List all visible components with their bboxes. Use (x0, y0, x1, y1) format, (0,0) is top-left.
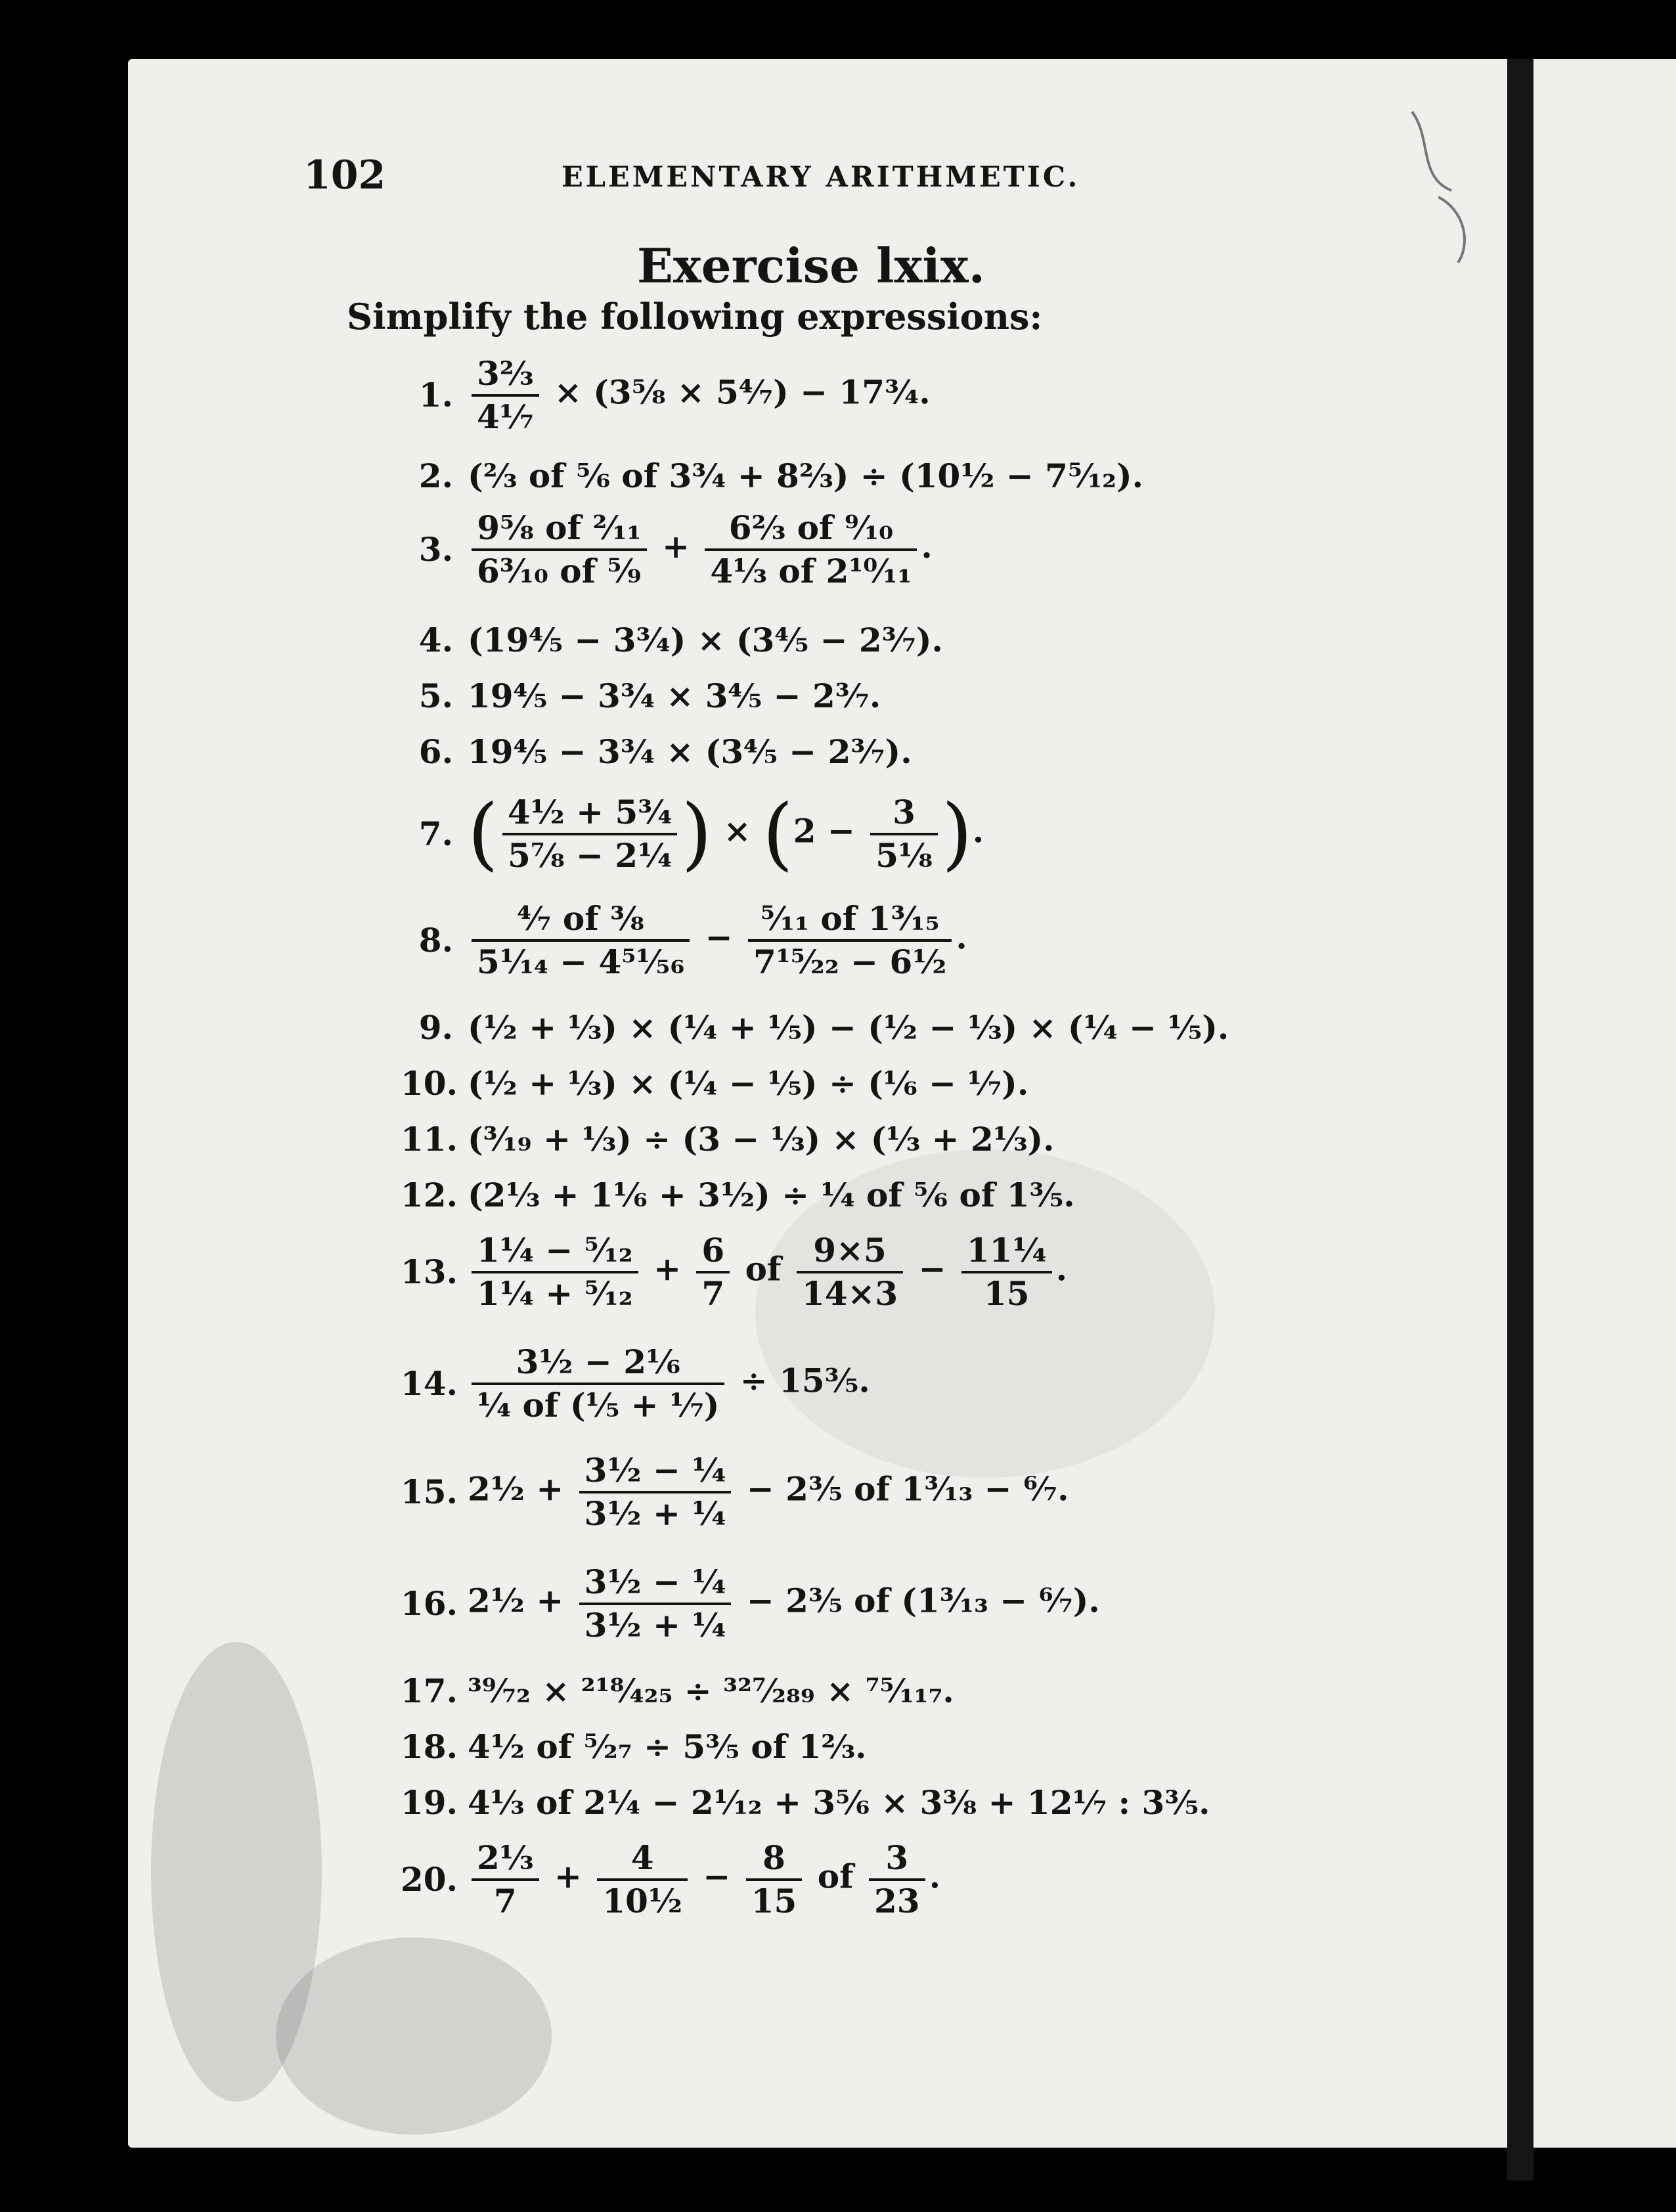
denominator: 23 (874, 1881, 920, 1920)
problem-3: 3. $\frac{\text{9⅝ of ²⁄₁₁}}{\text{6³⁄₁₀ of ⁵⁄₉}}$ + $\frac{\text{6⅔ of ⁹⁄₁₀}}{\text{4⅓ of 2¹⁰⁄₁₁}}$ . (401, 509, 933, 590)
denominator: 3½ + ¼ (584, 1493, 726, 1533)
problem-number: 8. (418, 921, 453, 960)
numerator: 8 (746, 1839, 803, 1881)
expression-text: (½ + ⅓) × (¼ − ⅕) ÷ (⅙ − ⅐). (468, 1064, 1029, 1103)
problem-number: 3. (418, 530, 453, 569)
numerator: 3½ − ¼ (579, 1563, 732, 1605)
expression-text: (19⅘ − 3¾) × (3⅘ − 2³⁄₇). (468, 621, 943, 659)
book-gutter (1507, 59, 1533, 2180)
expression-text: − 2⅗ of 1³⁄₁₃ − ⁶⁄₇. (735, 1469, 1069, 1509)
expression-text: − 2⅗ of (1³⁄₁₃ − ⁶⁄₇). (735, 1581, 1100, 1620)
problem-number: 7. (418, 814, 453, 853)
problem-number: 19. (401, 1783, 458, 1822)
denominator: 6³⁄₁₀ of ⁵⁄₉ (477, 551, 642, 590)
problem-number: 4. (418, 621, 453, 659)
numerator: 4 (597, 1839, 688, 1881)
numerator: ⁵⁄₁₁ of 1³⁄₁₅ (748, 900, 952, 942)
problem-number: 14. (401, 1364, 458, 1403)
numerator: 9⅝ of ²⁄₁₁ (472, 509, 647, 551)
numerator: ⁴⁄₇ of ⅜ (472, 900, 690, 942)
problem-19 (401, 1783, 1210, 1822)
problem-16 (401, 1563, 1100, 1644)
problem-number: 1. (418, 376, 453, 414)
denominator: 15 (751, 1881, 797, 1920)
denominator: 4⅓ of 2¹⁰⁄₁₁ (710, 551, 912, 590)
page-number: 102 (303, 152, 386, 198)
running-title: ELEMENTARY ARITHMETIC. (562, 161, 1080, 194)
expression-text: 4⅓ of 2¼ − 2¹⁄₁₂ + 3⅚ × 3⅜ + 12⅐ : 3⅗. (468, 1783, 1210, 1822)
denominator: 3½ + ¼ (584, 1605, 726, 1645)
problem-number: 10. (401, 1064, 458, 1103)
denominator: 7 (701, 1273, 725, 1313)
problem-12 (401, 1176, 1075, 1214)
problem-17 (401, 1671, 954, 1710)
problem-6 (401, 732, 912, 771)
problem-2 (401, 456, 1143, 495)
expression-text: 19⅘ − 3¾ × (3⅘ − 2³⁄₇). (468, 732, 912, 771)
problem-number: 20. (401, 1860, 458, 1899)
denominator: 15 (983, 1273, 1030, 1313)
problem-number: 11. (401, 1120, 458, 1159)
denominator: 4⅐ (477, 397, 534, 436)
stain (276, 1937, 552, 2135)
expression-text: (³⁄₁₉ + ⅓) ÷ (3 − ⅓) × (⅓ + 2⅓). (468, 1120, 1055, 1159)
expression-text: 4½ of ⁵⁄₂₇ ÷ 5⅗ of 1⅔. (468, 1727, 867, 1766)
numerator: 6⅔ of ⁹⁄₁₀ (705, 509, 917, 551)
numerator: 3 (869, 1839, 925, 1881)
expression-text: × (3⅝ × 5⁴⁄₇) − 17¾. (542, 372, 931, 412)
problem-1 (401, 355, 931, 435)
problem-number: 2. (418, 456, 453, 495)
expression-text: ÷ 15⅗. (728, 1361, 870, 1400)
numerator: 3½ − 2⅙ (472, 1343, 724, 1385)
problem-14 (401, 1343, 870, 1424)
numerator: 1¼ − ⁵⁄₁₂ (472, 1231, 638, 1273)
numerator: 3 (870, 793, 938, 835)
problem-4 (401, 621, 943, 659)
problem-15 (401, 1451, 1069, 1532)
denominator: 5⅛ (875, 835, 933, 875)
numerator: 6 (696, 1231, 730, 1273)
expression-text: 2½ + (468, 1469, 564, 1509)
problem-number: 9. (418, 1008, 453, 1047)
problem-7: 7. ( $\frac{\text{4½ + 5¾}}{\text{5⅞ − 2¼}}$ ) × (2 − $\frac{3}{\text{5⅛}}$ ). (401, 788, 984, 879)
problem-number: 16. (401, 1584, 458, 1623)
problem-13: 13. $\frac{\text{1¼ − ⁵⁄₁₂}}{\text{1¼ + ⁵⁄₁₂}}$ + $\frac{6}{7}$ of $\frac{9\times 5}{14\times 3}$ − $\frac{\text{11¼}}{15}$ . (401, 1231, 1068, 1313)
expression-text: ³⁹⁄₇₂ × ²¹⁸⁄₄₂₅ ÷ ³²⁷⁄₂₈₉ × ⁷⁵⁄₁₁₇. (468, 1671, 954, 1710)
pencil-marks (1392, 99, 1491, 269)
expression-text: (⅔ of ⅚ of 3¾ + 8⅔) ÷ (10½ − 7⁵⁄₁₂). (468, 456, 1144, 495)
denominator: 7¹⁵⁄₂₂ − 6½ (753, 942, 947, 981)
problem-8: 8. $\frac{\text{⁴⁄₇ of ⅜}}{\text{5¹⁄₁₄ − 4⁵¹⁄₅₆}}$ − $\frac{\text{⁵⁄₁₁ of 1³⁄₁₅}}{\text{7¹⁵⁄₂₂ − 6½}}$ . (401, 900, 967, 981)
problem-5 (401, 676, 881, 715)
numerator: 9×5 (797, 1231, 903, 1273)
instruction: Simplify the following expressions: (347, 296, 1043, 338)
denominator: 5¹⁄₁₄ − 4⁵¹⁄₅₆ (477, 942, 685, 981)
exercise-title: Exercise lxix. (637, 238, 985, 294)
denominator: 5⅞ − 2¼ (508, 835, 673, 875)
problem-number: 18. (401, 1727, 458, 1766)
numerator: 3½ − ¼ (579, 1451, 732, 1493)
problem-11 (401, 1120, 1055, 1159)
expression-text: 19⅘ − 3¾ × 3⅘ − 2³⁄₇. (468, 676, 881, 715)
expression-text: (2⅓ + 1⅙ + 3½) ÷ ¼ of ⅚ of 1⅗. (468, 1176, 1075, 1214)
denominator: 7 (493, 1881, 517, 1920)
problem-20: 20. $\frac{\text{2⅓}}{7}$ + $\frac{4}{\text{10½}}$ − $\frac{8}{15}$ of $\frac{3}{23}$ . (401, 1838, 941, 1920)
problem-10 (401, 1064, 1028, 1103)
denominator: ¼ of (⅕ + ⅐) (477, 1385, 720, 1425)
problem-number: 12. (401, 1176, 458, 1214)
problem-number: 6. (418, 732, 453, 771)
numerator: 11¼ (961, 1231, 1052, 1273)
numerator: 3⅔ (472, 355, 539, 397)
facing-page-edge (1533, 59, 1676, 2148)
problem-number: 15. (401, 1472, 458, 1511)
denominator: 14×3 (801, 1273, 898, 1313)
numerator: 2⅓ (472, 1839, 539, 1881)
numerator: 4½ + 5¾ (502, 793, 678, 835)
denominator: 1¼ + ⁵⁄₁₂ (477, 1273, 633, 1313)
problem-number: 17. (401, 1671, 458, 1710)
expression-text: 2½ + (468, 1581, 564, 1620)
denominator: 10½ (602, 1881, 683, 1920)
problem-number: 13. (401, 1252, 458, 1291)
problem-18 (401, 1727, 867, 1766)
problem-number: 5. (418, 676, 453, 715)
expression-text: (½ + ⅓) × (¼ + ⅕) − (½ − ⅓) × (¼ − ⅕). (468, 1008, 1229, 1047)
problem-9 (401, 1008, 1229, 1047)
